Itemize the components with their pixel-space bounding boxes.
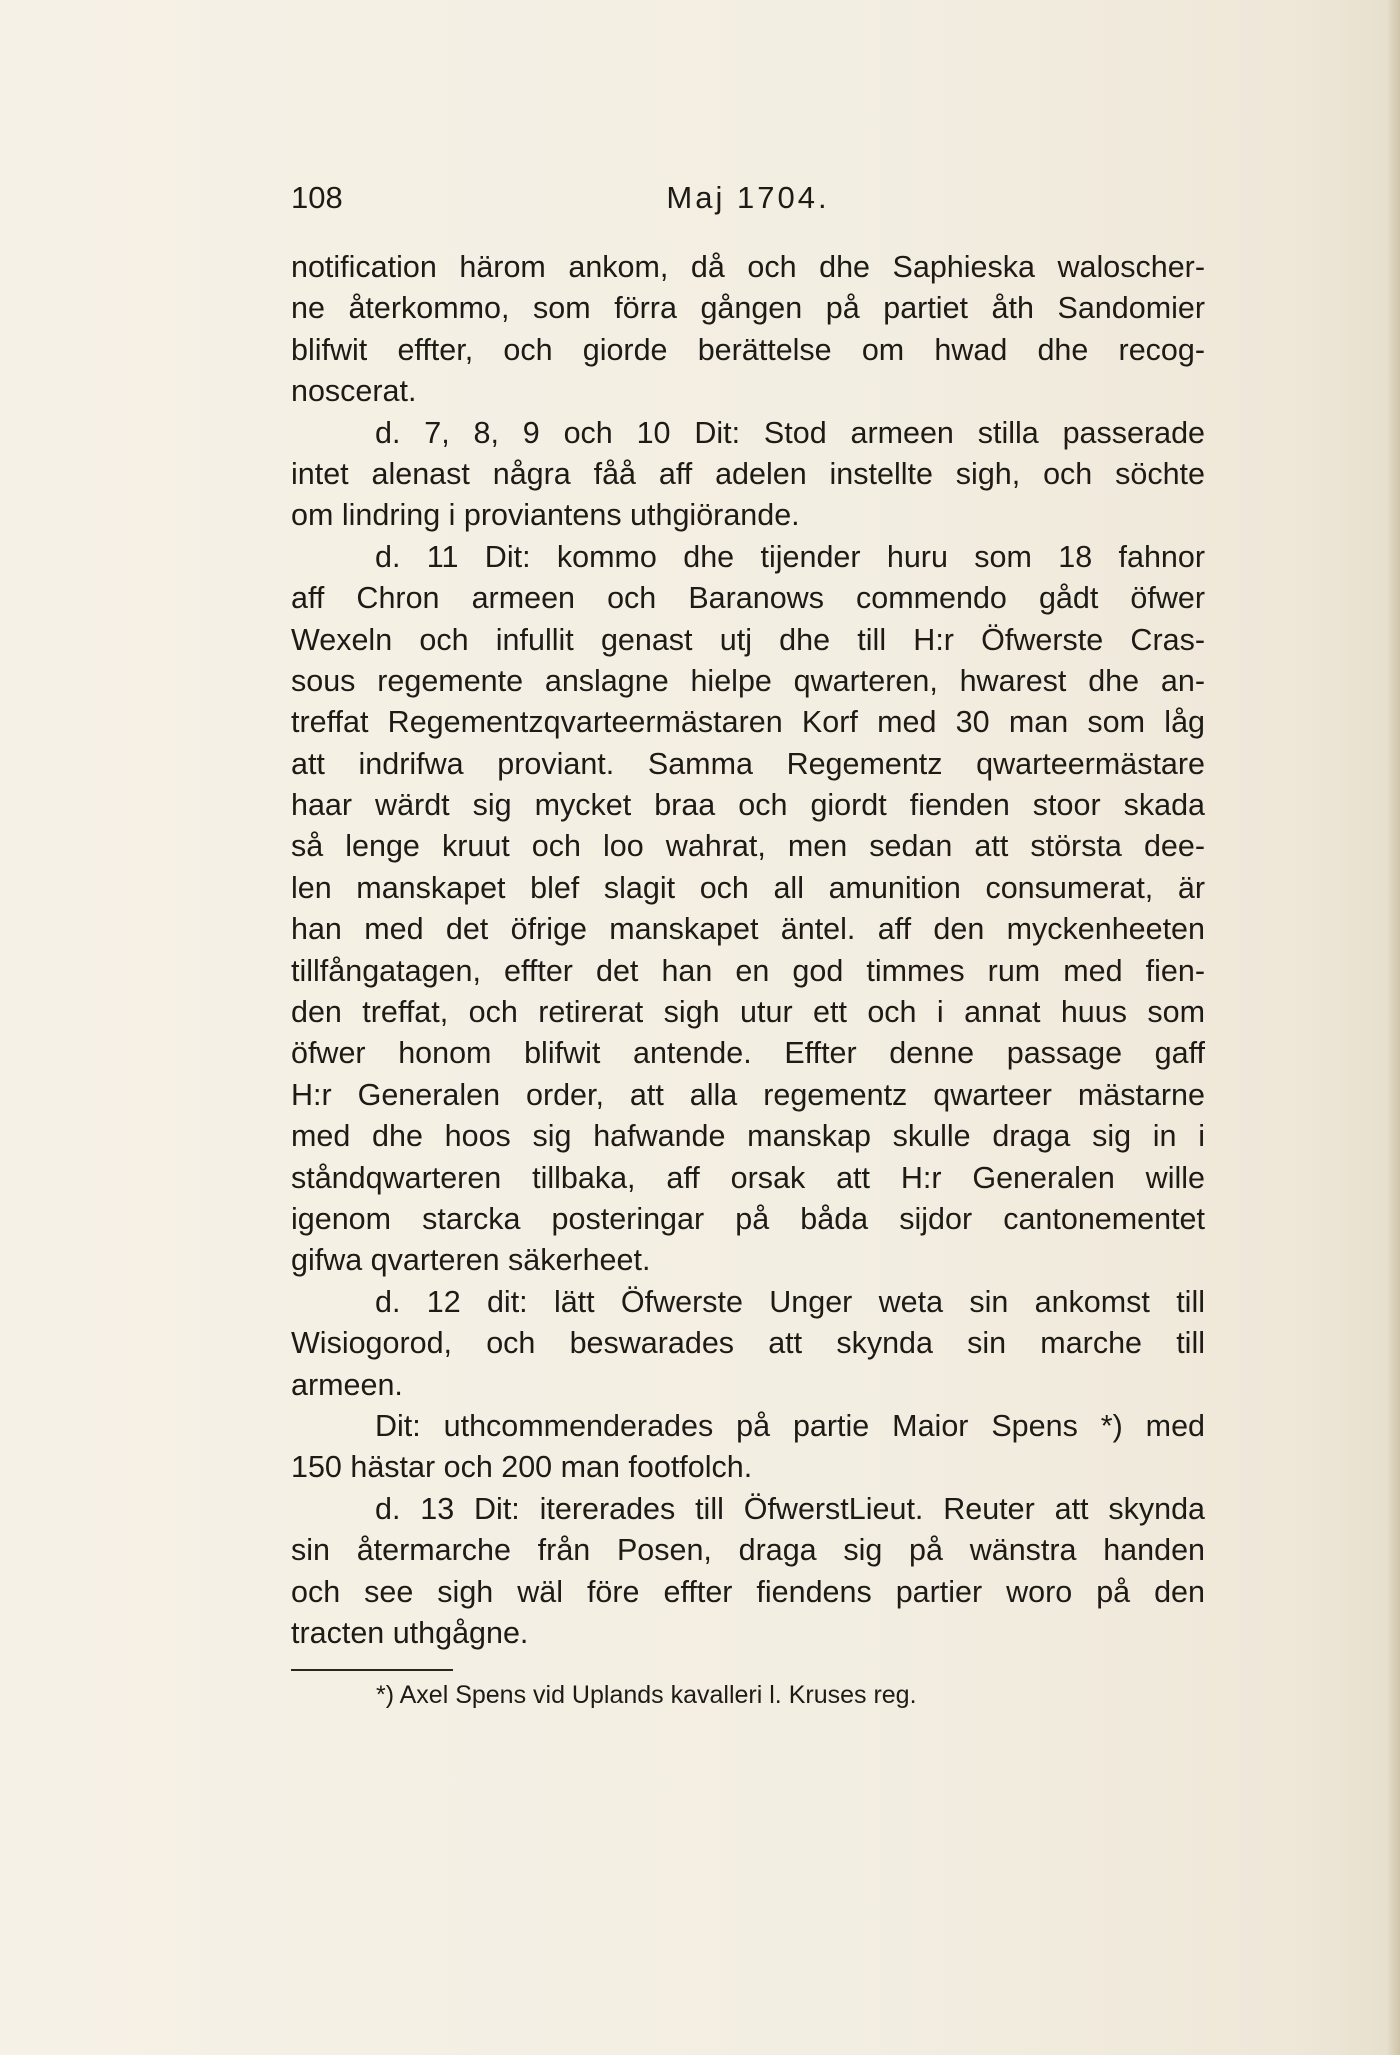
text-line: den treffat, och retirerat sigh utur ett och i annat huus som <box>291 995 1205 1030</box>
page-header <box>291 178 1205 218</box>
text-line: Wisiogorod, och beswarades att skynda sin marche till <box>291 1326 1205 1361</box>
text-line: sous regemente anslagne hielpe qwarteren, hwarest dhe an- <box>291 663 1205 698</box>
footnote: *) Axel Spens vid Uplands kavalleri l. Kruses reg. <box>376 1681 917 1709</box>
text-line: ne återkommo, som förra gången på partiet åth Sandomier <box>291 291 1205 326</box>
text-line: tracten uthgågne. <box>291 1615 529 1650</box>
page-number: 108 <box>291 180 343 215</box>
text-line: tillfångatagen, effter det han en god timmes rum med fien- <box>291 953 1205 988</box>
text-line: sin återmarche från Posen, draga sig på wänstra handen <box>291 1533 1205 1568</box>
text-line: gifwa qvarteren säkerheet. <box>291 1243 651 1278</box>
text-line: med dhe hoos sig hafwande manskap skulle draga sig in i <box>291 1119 1205 1154</box>
footnote-divider <box>291 1669 453 1671</box>
body-text <box>291 247 1205 1654</box>
text-line: noscerat. <box>291 374 417 409</box>
text-line: H:r Generalen order, att alla regementz qwarteer mästarne <box>291 1077 1205 1112</box>
text-line: len manskapet blef slagit och all amunition consumerat, är <box>291 870 1205 905</box>
text-line: aff Chron armeen och Baranows commendo gådt öfwer <box>291 581 1205 616</box>
text-line: intet alenast några fåå aff adelen instellte sigh, och söchte <box>291 456 1205 491</box>
text-line: blifwit effter, och giorde berättelse om hwad dhe recog- <box>291 332 1205 367</box>
text-line: så lenge kruut och loo wahrat, men sedan att största dee- <box>291 829 1205 864</box>
text-line: igenom starcka posteringar på båda sijdor cantonementet <box>291 1201 1205 1236</box>
text-line: d. 11 Dit: kommo dhe tijender huru som 18 fahnor <box>375 539 1205 574</box>
text-line: och see sigh wäl före effter fiendens partier woro på den <box>291 1574 1205 1609</box>
text-line: d. 7, 8, 9 och 10 Dit: Stod armeen stilla passerade <box>375 415 1205 450</box>
text-line: att indrifwa proviant. Samma Regementz qwarteermästare <box>291 746 1205 781</box>
text-line: öfwer honom blifwit antende. Effter denne passage gaff <box>291 1036 1205 1071</box>
text-line: ståndqwarteren tillbaka, aff orsak att H:r Generalen wille <box>291 1160 1205 1195</box>
text-line: treffat Regementzqvarteermästaren Korf med 30 man som låg <box>291 705 1205 740</box>
text-line: han med det öfrige manskapet äntel. aff den myckenheeten <box>291 912 1205 947</box>
text-line: notification härom ankom, då och dhe Saphieska waloscher- <box>291 250 1205 284</box>
page-edge <box>1386 0 1400 2055</box>
text-line: Wexeln och infullit genast utj dhe till H:r Öfwerste Cras- <box>291 622 1205 657</box>
running-title: Maj 1704. <box>666 180 830 215</box>
text-line: om lindring i proviantens uthgiörande. <box>291 498 800 533</box>
text-line: haar wärdt sig mycket braa och giordt fienden stoor skada <box>291 788 1205 823</box>
text-line: d. 13 Dit: itererades till ÖfwerstLieut. Reuter att skynda <box>375 1491 1205 1526</box>
text-line: d. 12 dit: lätt Öfwerste Unger weta sin ankomst till <box>375 1284 1205 1319</box>
text-line: 150 hästar och 200 man footfolch. <box>291 1450 753 1485</box>
text-line: Dit: uthcommenderades på partie Maior Spens *) med <box>375 1408 1205 1443</box>
text-line: armeen. <box>291 1367 403 1402</box>
